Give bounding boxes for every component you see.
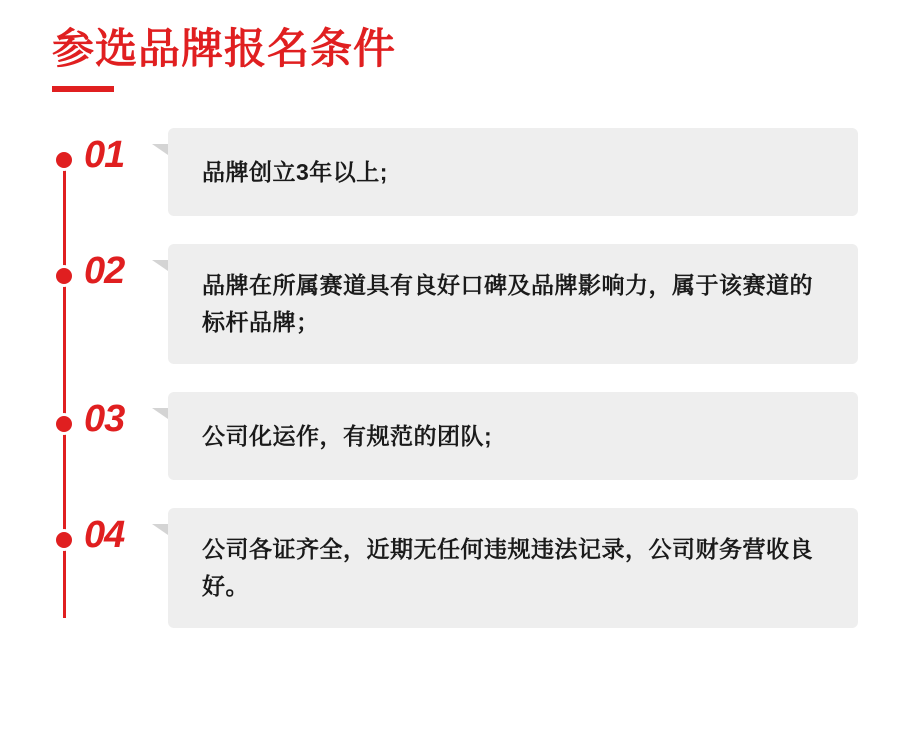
condition-text: 品牌在所属赛道具有良好口碑及品牌影响力，属于该赛道的标杆品牌； xyxy=(202,272,813,335)
list-item xyxy=(0,508,900,628)
condition-text: 公司化运作，有规范的团队; xyxy=(202,422,493,449)
conditions-list xyxy=(0,128,900,628)
item-number: 04 xyxy=(84,514,125,556)
timeline-dot-icon xyxy=(56,416,72,432)
title-block xyxy=(52,26,396,92)
timeline-dot-icon xyxy=(56,268,72,284)
condition-text: 公司各证齐全，近期无任何违规违法记录，公司财务营收良好。 xyxy=(202,536,813,599)
list-item xyxy=(0,244,900,364)
timeline-dot-icon xyxy=(56,532,72,548)
list-item xyxy=(0,392,900,480)
timeline-dot-icon xyxy=(56,152,72,168)
condition-card xyxy=(168,244,858,364)
condition-text: 品牌创立3年以上; xyxy=(202,158,388,185)
item-number: 02 xyxy=(84,250,125,292)
condition-card xyxy=(168,392,858,480)
item-number: 03 xyxy=(84,398,125,440)
condition-card xyxy=(168,128,858,216)
list-item xyxy=(0,128,900,216)
condition-card xyxy=(168,508,858,628)
item-number: 01 xyxy=(84,134,125,176)
title-underline xyxy=(52,86,114,92)
page-title: 参选品牌报名条件 xyxy=(52,25,397,72)
